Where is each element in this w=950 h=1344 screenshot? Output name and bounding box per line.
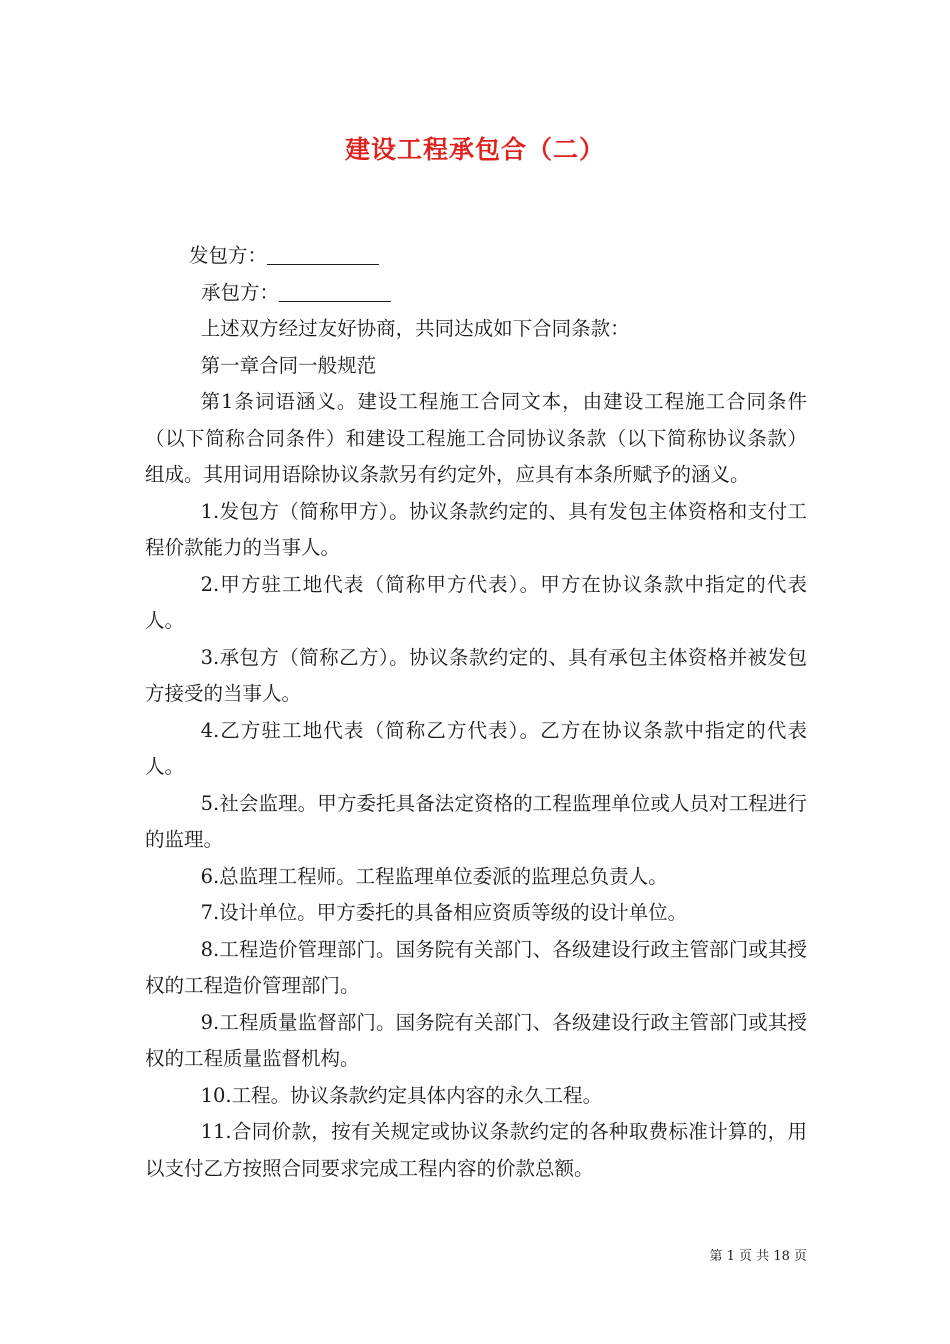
paragraph-term-4: 4.乙方驻工地代表（简称乙方代表）。乙方在协议条款中指定的代表人。 bbox=[145, 718, 807, 778]
party-b-line bbox=[145, 275, 807, 312]
paragraph-term-10: 10.工程。协议条款约定具体内容的永久工程。 bbox=[200, 1083, 603, 1107]
paragraph-term-8: 8.工程造价管理部门。国务院有关部门、各级建设行政主管部门或其授权的工程造价管理部门。 bbox=[145, 937, 807, 997]
paragraph-term-11: 11.合同价款，按有关规定或协议条款约定的各种取费标准计算的，用以支付乙方按照合同要求完成工程内容的价款总额。 bbox=[145, 1120, 807, 1180]
party-b-blank bbox=[279, 277, 391, 302]
paragraph-term-3: 3.承包方（简称乙方）。协议条款约定的、具有承包主体资格并被发包方接受的当事人。 bbox=[145, 645, 807, 705]
party-a-label: 发包方： bbox=[189, 244, 268, 267]
paragraph-term-6: 6.总监理工程师。工程监理单位委派的监理总负责人。 bbox=[200, 864, 668, 888]
paragraph-intro: 上述双方经过友好协商，共同达成如下合同条款： bbox=[200, 317, 630, 340]
paragraph-article-1: 第1条词语涵义。建设工程施工合同文本，由建设工程施工合同条件（以下简称合同条件）和建设工程施工合同协议条款（以下简称协议条款）组成。其用词用语除协议条款另有约定外，应具有本条所赋予的涵义。 bbox=[145, 390, 807, 486]
party-a-line bbox=[145, 238, 807, 275]
party-a-blank bbox=[267, 240, 379, 265]
document-title: 建设工程承包合（二） bbox=[344, 135, 605, 164]
paragraph-term-5: 5.社会监理。甲方委托具备法定资格的工程监理单位或人员对工程进行的监理。 bbox=[145, 791, 807, 851]
paragraph-term-7: 7.设计单位。甲方委托的具备相应资质等级的设计单位。 bbox=[200, 901, 688, 924]
paragraph-term-1: 1.发包方（简称甲方）。协议条款约定的、具有发包主体资格和支付工程价款能力的当事人。 bbox=[145, 499, 807, 559]
party-b-label: 承包方： bbox=[201, 280, 280, 304]
paragraph-chapter-heading: 第一章合同一般规范 bbox=[200, 353, 377, 377]
paragraph-term-9: 9.工程质量监督部门。国务院有关部门、各级建设行政主管部门或其授权的工程质量监督机构。 bbox=[145, 1010, 807, 1070]
document-body bbox=[145, 238, 807, 1187]
page-number-footer: 第 1 页 共 18 页 bbox=[709, 1249, 807, 1264]
paragraph-term-2: 2.甲方驻工地代表（简称甲方代表）。甲方在协议条款中指定的代表人。 bbox=[145, 572, 807, 632]
